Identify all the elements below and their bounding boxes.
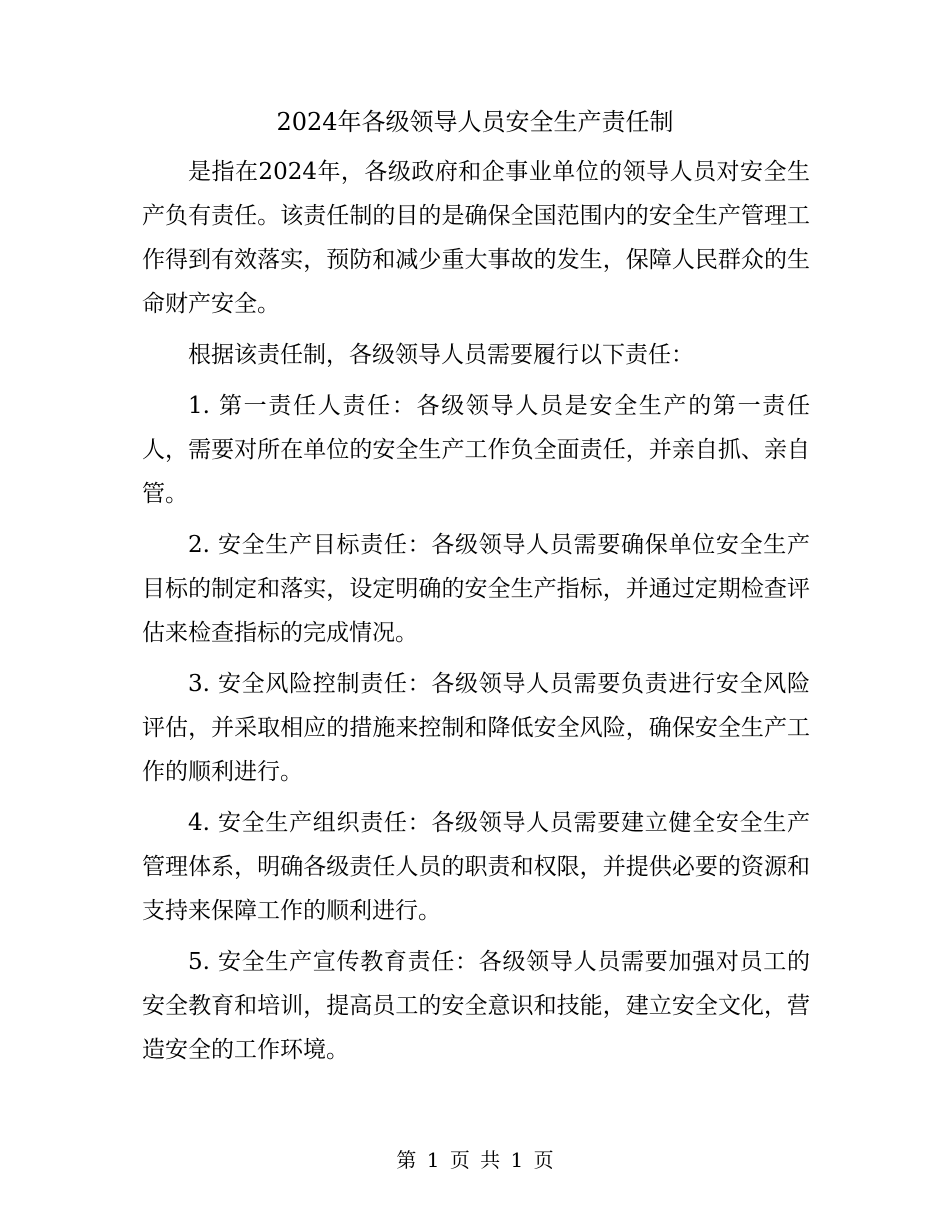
paragraph-item-1: 1. 第一责任人责任：各级领导人员是安全生产的第一责任人，需要对所在单位的安全生产工作负全面责任，并亲自抓、亲自管。 [142, 393, 810, 507]
paragraph-responsibilities-lead: 根据该责任制，各级领导人员需要履行以下责任： [188, 342, 694, 368]
paragraph-item-5: 5. 安全生产宣传教育责任：各级领导人员需要加强对员工的安全教育和培训，提高员工的安全意识和技能，建立安全文化，营造安全的工作环境。 [142, 949, 810, 1063]
paragraph-item-2: 2. 安全生产目标责任：各级领导人员需要确保单位安全生产目标的制定和落实，设定明确的安全生产指标，并通过定期检查评估来检查指标的完成情况。 [142, 532, 810, 646]
paragraph-item-3: 3. 安全风险控制责任：各级领导人员需要负责进行安全风险评估，并采取相应的措施来控制和降低安全风险，确保安全生产工作的顺利进行。 [142, 671, 810, 785]
document-body [142, 150, 810, 1079]
paragraph-item-4: 4. 安全生产组织责任：各级领导人员需要建立健全安全生产管理体系，明确各级责任人员的职责和权限，并提供必要的资源和支持来保障工作的顺利进行。 [142, 810, 810, 924]
document-title: 2024年各级领导人员安全生产责任制 [276, 108, 674, 136]
page-number-footer: 第 1 页 共 1 页 [396, 1148, 554, 1172]
paragraph-intro: 是指在2024年，各级政府和企事业单位的领导人员对安全生产负有责任。该责任制的目的是确保全国范围内的安全生产管理工作得到有效落实，预防和减少重大事故的发生，保障人民群众的生命财产安全。 [142, 159, 810, 317]
